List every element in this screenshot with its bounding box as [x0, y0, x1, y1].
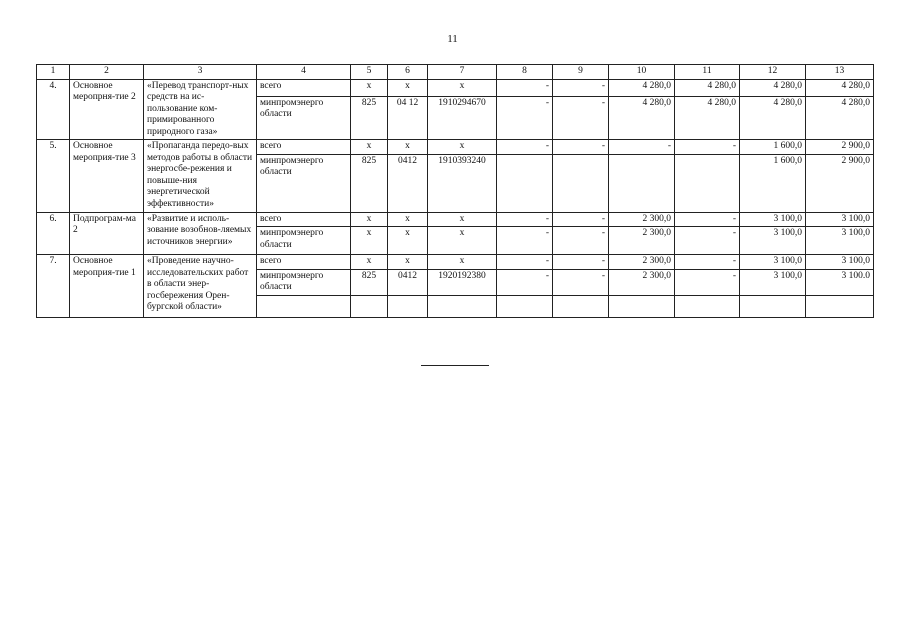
header-row	[37, 65, 874, 80]
cell-col7	[428, 295, 497, 317]
cell-col12: 1 600,0	[740, 140, 806, 155]
event-type: Основное мероприя-тие 1	[70, 255, 144, 318]
event-name: «Развитие и исполь-зование возобнов-ляемых источников энергии»	[144, 212, 257, 255]
cell-col7: х	[428, 212, 497, 227]
cell-col12: 1 600,0	[740, 154, 806, 212]
cell-col4	[257, 295, 351, 317]
cell-col11: 4 280,0	[675, 96, 740, 139]
cell-col4: всего	[257, 212, 351, 227]
cell-col12: 3 100,0	[740, 212, 806, 227]
cell-col6	[388, 295, 428, 317]
cell-col9: -	[553, 79, 609, 96]
event-name: «Перевод транспорт-ных средств на ис-пользование ком-примированного природного газа»	[144, 79, 257, 140]
cell-col7: х	[428, 140, 497, 155]
cell-col4: минпромэнерго области	[257, 227, 351, 255]
cell-col13: 4 280,0	[806, 96, 874, 139]
cell-col7: 1910393240	[428, 154, 497, 212]
budget-table	[36, 64, 874, 318]
cell-col13: 2 900,0	[806, 140, 874, 155]
cell-col8: -	[497, 79, 553, 96]
column-header: 9	[553, 65, 609, 80]
cell-col9: -	[553, 227, 609, 255]
cell-col8: -	[497, 255, 553, 270]
cell-col10	[609, 295, 675, 317]
cell-col6: 0412	[388, 154, 428, 212]
row-number: 4.	[37, 79, 70, 140]
cell-col10: 2 300,0	[609, 269, 675, 295]
cell-col7: х	[428, 227, 497, 255]
cell-col10: 4 280,0	[609, 96, 675, 139]
cell-col7: 1910294670	[428, 96, 497, 139]
cell-col10: 2 300,0	[609, 255, 675, 270]
footer-rule	[421, 365, 489, 366]
cell-col11: -	[675, 140, 740, 155]
cell-col11	[675, 154, 740, 212]
cell-col5: х	[351, 140, 388, 155]
column-header: 6	[388, 65, 428, 80]
cell-col9: -	[553, 96, 609, 139]
column-header: 10	[609, 65, 675, 80]
cell-col4: минпромэнерго области	[257, 154, 351, 212]
cell-col11: -	[675, 212, 740, 227]
event-name: «Проведение научно-исследовательских работ в области энер-госбережения Орен-бургской области»	[144, 255, 257, 318]
table-row	[37, 79, 874, 96]
cell-col5: 825	[351, 96, 388, 139]
cell-col11: -	[675, 227, 740, 255]
cell-col7: х	[428, 255, 497, 270]
cell-col5: 825	[351, 269, 388, 295]
cell-col13: 2 900,0	[806, 154, 874, 212]
cell-col4: минпромэнерго области	[257, 96, 351, 139]
cell-col13	[806, 295, 874, 317]
table-row	[37, 140, 874, 155]
cell-col7: 1920192380	[428, 269, 497, 295]
cell-col12: 4 280,0	[740, 96, 806, 139]
cell-col10: 2 300,0	[609, 227, 675, 255]
cell-col13: 4 280,0	[806, 79, 874, 96]
cell-col8	[497, 295, 553, 317]
row-number: 6.	[37, 212, 70, 255]
cell-col9: -	[553, 255, 609, 270]
cell-col5	[351, 295, 388, 317]
cell-col13: 3 100.0	[806, 269, 874, 295]
page-number: 11	[447, 33, 458, 45]
cell-col10: 2 300,0	[609, 212, 675, 227]
event-name: «Пропаганда передо-вых методов работы в области энергосбе-режения и повыше-ния энергетической эффективности»	[144, 140, 257, 213]
event-type: Основное мероприя-тие 3	[70, 140, 144, 213]
cell-col5: х	[351, 212, 388, 227]
cell-col11: -	[675, 269, 740, 295]
column-header: 13	[806, 65, 874, 80]
cell-col8	[497, 154, 553, 212]
column-header: 4	[257, 65, 351, 80]
table-row	[37, 212, 874, 227]
cell-col13: 3 100,0	[806, 212, 874, 227]
cell-col8: -	[497, 96, 553, 139]
column-header: 5	[351, 65, 388, 80]
cell-col11: 4 280,0	[675, 79, 740, 96]
cell-col5: х	[351, 227, 388, 255]
cell-col6: 0412	[388, 269, 428, 295]
cell-col11	[675, 295, 740, 317]
cell-col9: -	[553, 269, 609, 295]
cell-col4: всего	[257, 79, 351, 96]
column-header: 1	[37, 65, 70, 80]
cell-col12: 3 100,0	[740, 227, 806, 255]
cell-col4: всего	[257, 140, 351, 155]
cell-col13: 3 100,0	[806, 255, 874, 270]
cell-col9: -	[553, 140, 609, 155]
cell-col12: 3 100,0	[740, 255, 806, 270]
cell-col9	[553, 154, 609, 212]
table-body	[37, 65, 874, 318]
cell-col12	[740, 295, 806, 317]
cell-col9	[553, 295, 609, 317]
cell-col5: х	[351, 255, 388, 270]
column-header: 7	[428, 65, 497, 80]
cell-col8: -	[497, 227, 553, 255]
cell-col10: 4 280,0	[609, 79, 675, 96]
cell-col7: х	[428, 79, 497, 96]
cell-col12: 4 280,0	[740, 79, 806, 96]
cell-col10: -	[609, 140, 675, 155]
cell-col12: 3 100,0	[740, 269, 806, 295]
column-header: 2	[70, 65, 144, 80]
event-type: Подпрограм-ма 2	[70, 212, 144, 255]
cell-col6: х	[388, 79, 428, 96]
column-header: 8	[497, 65, 553, 80]
column-header: 3	[144, 65, 257, 80]
cell-col6: х	[388, 227, 428, 255]
table-row	[37, 255, 874, 270]
cell-col5: 825	[351, 154, 388, 212]
cell-col4: минпромэнерго области	[257, 269, 351, 295]
cell-col8: -	[497, 269, 553, 295]
cell-col11: -	[675, 255, 740, 270]
cell-col4: всего	[257, 255, 351, 270]
event-type: Основное меропрня-тие 2	[70, 79, 144, 140]
cell-col6: 04 12	[388, 96, 428, 139]
cell-col10	[609, 154, 675, 212]
column-header: 12	[740, 65, 806, 80]
row-number: 7.	[37, 255, 70, 318]
column-header: 11	[675, 65, 740, 80]
cell-col8: -	[497, 212, 553, 227]
cell-col9: -	[553, 212, 609, 227]
row-number: 5.	[37, 140, 70, 213]
cell-col5: х	[351, 79, 388, 96]
cell-col6: х	[388, 255, 428, 270]
cell-col13: 3 100,0	[806, 227, 874, 255]
cell-col6: х	[388, 140, 428, 155]
cell-col6: х	[388, 212, 428, 227]
cell-col8: -	[497, 140, 553, 155]
